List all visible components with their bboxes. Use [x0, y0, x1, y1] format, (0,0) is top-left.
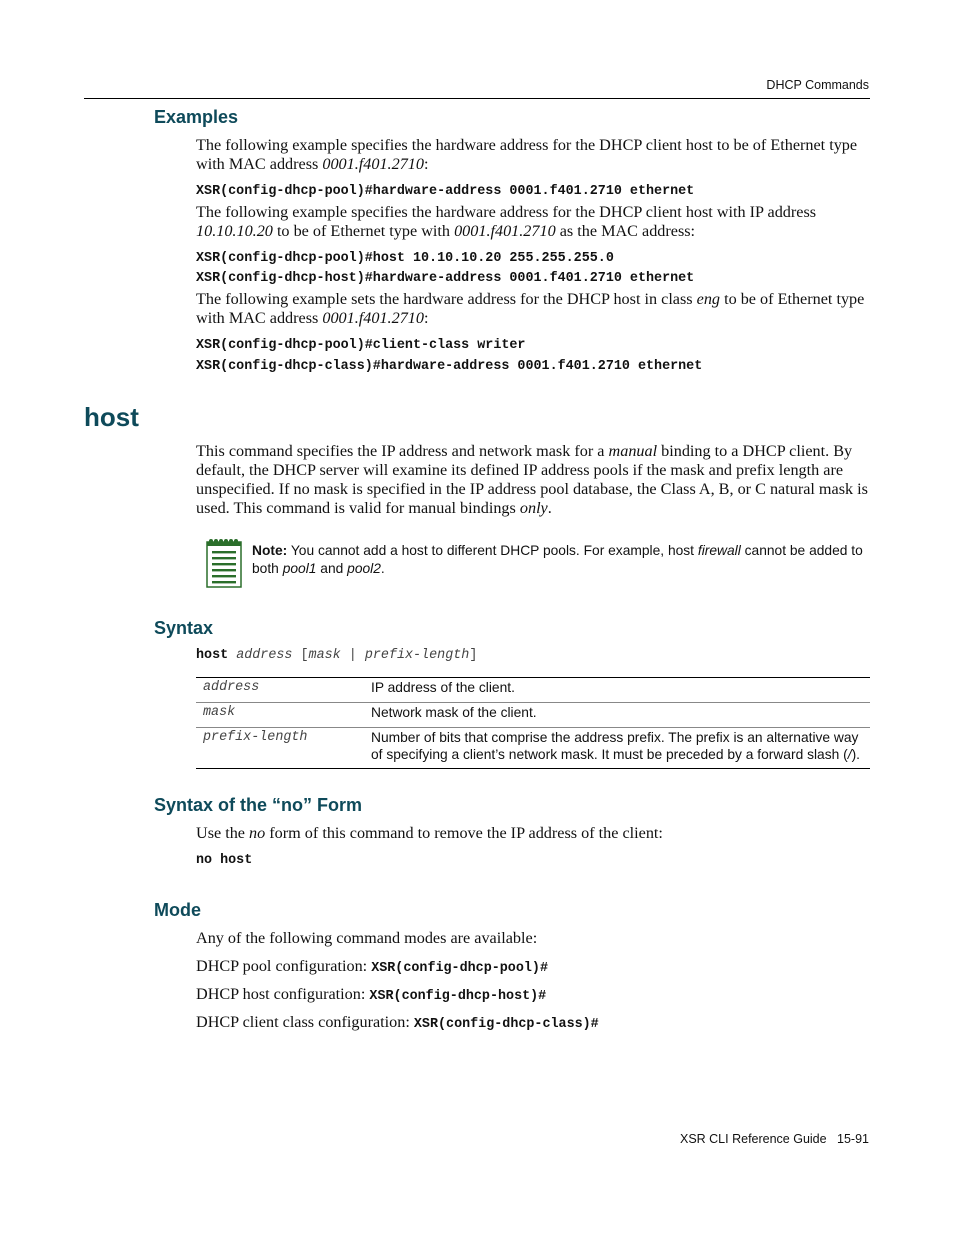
- example-code-3a: XSR(config-dhcp-pool)#client-class writer: [196, 338, 526, 353]
- host-description: This command specifies the IP address and network mask for a manual binding to a DHCP client. By default, the DHCP server will examine its defined IP address pools if the mask and prefix length are unspecified. If no mask is specified in the IP address pool database, the Class A, B, or C natural mask is used. This command is valid for manual bindings only.: [196, 442, 868, 517]
- notepad-icon: [205, 537, 243, 589]
- syntax-heading: Syntax: [154, 618, 214, 638]
- table-rule-2: [196, 727, 870, 728]
- table-rule-bottom: [196, 768, 870, 769]
- mode-intro: Any of the following command modes are available:: [196, 929, 538, 947]
- mode-heading: Mode: [154, 900, 201, 920]
- param-address: address: [203, 680, 260, 695]
- example-paragraph-3: The following example sets the hardware address for the DHCP host in class eng to be of Ethernet type with MAC address 0001.f401.2710:: [196, 290, 865, 327]
- syntax-line: host address [mask | prefix-length]: [196, 648, 478, 663]
- table-rule-top: [196, 677, 870, 678]
- example-code-2a: XSR(config-dhcp-pool)#host 10.10.10.20 255.255.255.0: [196, 251, 614, 266]
- no-form-heading: Syntax of the “no” Form: [154, 795, 363, 815]
- note-text: Note: You cannot add a host to different DHCP pools. For example, host firewall cannot be added to both pool1 and pool2.: [252, 543, 863, 576]
- mode-item-host: DHCP host configuration: XSR(config-dhcp-host)#: [196, 985, 547, 1004]
- header-rule: [84, 98, 870, 99]
- table-rule-1: [196, 702, 870, 703]
- mode-item-pool: DHCP pool configuration: XSR(config-dhcp-pool)#: [196, 957, 548, 976]
- no-form-paragraph: Use the no form of this command to remove the IP address of the client:: [196, 824, 663, 842]
- examples-heading: Examples: [154, 107, 239, 127]
- command-title: host: [84, 402, 139, 432]
- example-paragraph-2: The following example specifies the hardware address for the DHCP client host with IP address 10.10.10.20 to be of Ethernet type with 0001.f401.2710 as the MAC address:: [196, 203, 817, 240]
- no-form-code: no host: [196, 853, 253, 868]
- param-address-desc: IP address of the client.: [371, 680, 515, 695]
- example-code-2b: XSR(config-dhcp-host)#hardware-address 0001.f401.2710 ethernet: [196, 271, 695, 286]
- param-mask-desc: Network mask of the client.: [371, 705, 537, 720]
- running-header: DHCP Commands: [766, 78, 869, 92]
- mode-item-class: DHCP client class configuration: XSR(config-dhcp-class)#: [196, 1013, 599, 1032]
- param-prefix-length: prefix-length: [203, 730, 308, 745]
- example-code-3b: XSR(config-dhcp-class)#hardware-address 0001.f401.2710 ethernet: [196, 359, 703, 374]
- param-mask: mask: [203, 705, 236, 720]
- param-prefix-length-desc: Number of bits that comprise the address prefix. The prefix is an alternative way of specifying a client’s network mask. It must be preceded by a forward slash (/).: [371, 730, 861, 762]
- example-code-1: XSR(config-dhcp-pool)#hardware-address 0001.f401.2710 ethernet: [196, 184, 695, 199]
- running-footer: XSR CLI Reference Guide 15-91: [679, 1132, 869, 1146]
- example-paragraph-1: The following example specifies the hardware address for the DHCP client host to be of Ethernet type with MAC address 0001.f401.2710:: [196, 136, 858, 173]
